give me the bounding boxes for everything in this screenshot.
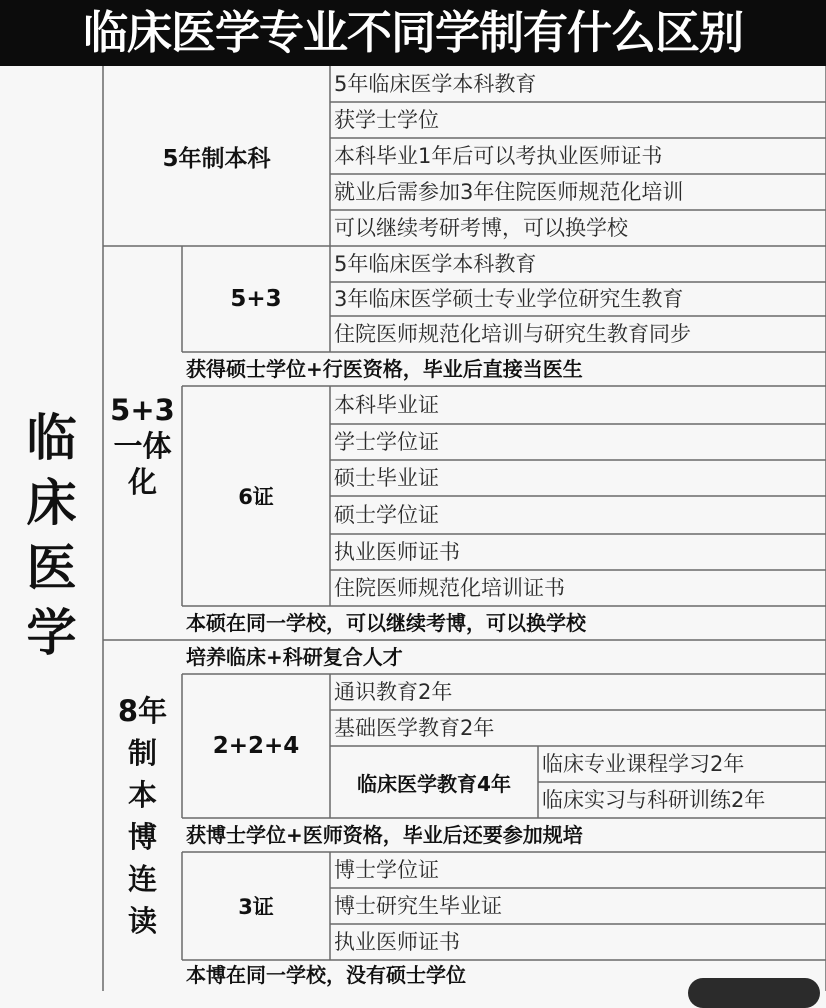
clinical-item: 临床实习与科研训练2年 xyxy=(542,788,766,812)
five-three-label-line: 5+3 xyxy=(110,392,175,427)
eight-year-label-line: 制 xyxy=(127,735,157,770)
five-three-label xyxy=(103,366,182,526)
five-year-label: 5年制本科 xyxy=(162,145,271,172)
cert-item: 住院医师规范化培训证书 xyxy=(334,576,565,600)
eight-year-label-line: 读 xyxy=(127,904,157,939)
plan-label: 2+2+4 xyxy=(212,733,300,759)
eight-year-label-line: 8年 xyxy=(117,693,168,728)
eight-year-label-line: 连 xyxy=(127,862,157,897)
video-overlay-pill xyxy=(688,978,820,1008)
five-three-sub-item: 5年临床医学本科教育 xyxy=(334,252,537,276)
five-three-sub-item: 3年临床医学硕士专业学位研究生教育 xyxy=(334,287,684,311)
clinical-label: 临床医学教育4年 xyxy=(357,771,511,796)
five-three-sub-label: 5+3 xyxy=(230,286,282,312)
five-three-sub-item: 住院医师规范化培训与研究生教育同步 xyxy=(334,322,691,346)
major-label-text: 临床医学 xyxy=(26,409,77,662)
cert-item: 硕士学位证 xyxy=(334,503,439,527)
six-cert-label: 6证 xyxy=(238,485,274,509)
five-three-label-line: 一体 xyxy=(113,428,172,463)
five-three-banner: 本硕在同一学校，可以继续考博，可以换学校 xyxy=(186,611,586,635)
three-cert-label: 3证 xyxy=(238,895,274,919)
eight-year-banner: 培养临床+科研复合人才 xyxy=(186,645,403,669)
eight-year-label-line: 博 xyxy=(127,820,157,854)
five-year-item: 获学士学位 xyxy=(334,108,439,132)
major-label xyxy=(0,356,103,716)
cert-item: 硕士毕业证 xyxy=(334,466,439,490)
plan-item: 通识教育2年 xyxy=(334,680,453,704)
eight-year-banner: 获博士学位+医师资格，毕业后还要参加规培 xyxy=(186,823,583,847)
plan-item: 基础医学教育2年 xyxy=(334,716,495,740)
five-year-item: 就业后需参加3年住院医师规范化培训 xyxy=(334,180,684,204)
cert-item: 博士研究生毕业证 xyxy=(334,894,502,918)
clinical-item: 临床专业课程学习2年 xyxy=(542,752,745,776)
five-year-item: 本科毕业1年后可以考执业医师证书 xyxy=(334,144,663,168)
five-year-item: 可以继续考研考博，可以换学校 xyxy=(334,216,628,240)
cert-item: 学士学位证 xyxy=(334,430,439,454)
eight-year-label xyxy=(103,666,182,966)
eight-year-label-line: 本 xyxy=(127,777,157,812)
five-three-label-line: 化 xyxy=(127,465,157,500)
cert-item: 博士学位证 xyxy=(334,858,439,882)
five-year-item: 5年临床医学本科教育 xyxy=(334,72,537,96)
cert-item: 本科毕业证 xyxy=(334,393,439,417)
page-title: 临床医学专业不同学制有什么区别 xyxy=(0,0,826,66)
comparison-table xyxy=(0,66,826,991)
cert-item: 执业医师证书 xyxy=(334,540,460,564)
eight-year-banner: 本博在同一学校，没有硕士学位 xyxy=(186,963,466,987)
cert-item: 执业医师证书 xyxy=(334,930,460,954)
five-three-banner: 获得硕士学位+行医资格，毕业后直接当医生 xyxy=(186,357,583,381)
